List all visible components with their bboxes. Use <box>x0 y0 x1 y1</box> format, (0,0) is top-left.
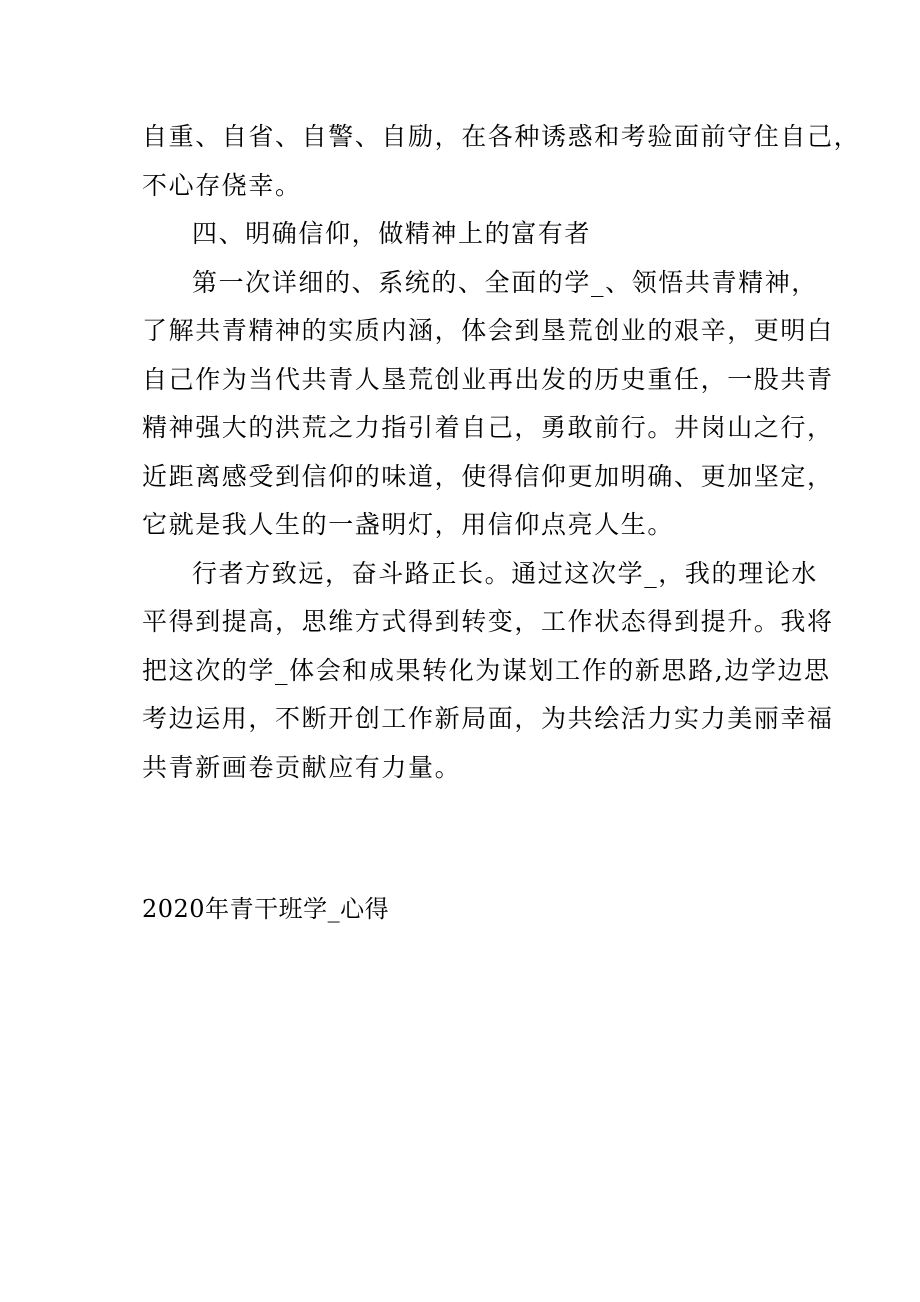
text-line: 考边运用，不断开创工作新局面，为共绘活力实力美丽幸福 <box>142 704 834 733</box>
text-line: 自重、自省、自警、自励，在各种诱惑和考验面前守住自己， <box>142 122 861 151</box>
text-line: 第一次详细的、系统的、全面的学_、领悟共青精神， <box>192 267 818 297</box>
text-line: 它就是我人生的一盏明灯，用信仰点亮人生。 <box>142 510 675 539</box>
text-line: 自己作为当代共青人垦荒创业再出发的历史重任，一股共青 <box>142 364 834 394</box>
text-line: 了解共青精神的实质内涵，体会到垦荒创业的艰辛，更明白 <box>142 316 834 345</box>
text-line: 行者方致远，奋斗路正长。通过这次学_，我的理论水 <box>192 558 818 588</box>
section-heading: 四、明确信仰，做精神上的富有者 <box>192 219 592 248</box>
text-line: 平得到提高，思维方式得到转变，工作状态得到提升。我将 <box>142 607 834 636</box>
text-line: 精神强大的洪荒之力指引着自己，勇敢前行。井岗山之行， <box>142 413 834 442</box>
document-body <box>142 113 861 792</box>
text-line: 把这次的学_体会和成果转化为谋划工作的新思路,边学边思 <box>142 655 831 685</box>
text-line: 不心存侥幸。 <box>142 170 302 200</box>
text-line: 共青新画卷贡献应有力量。 <box>142 752 462 782</box>
document-title: 2020年青干班学_心得 <box>142 895 390 923</box>
text-line: 近距离感受到信仰的味道，使得信仰更加明确、更加坚定， <box>142 461 834 491</box>
